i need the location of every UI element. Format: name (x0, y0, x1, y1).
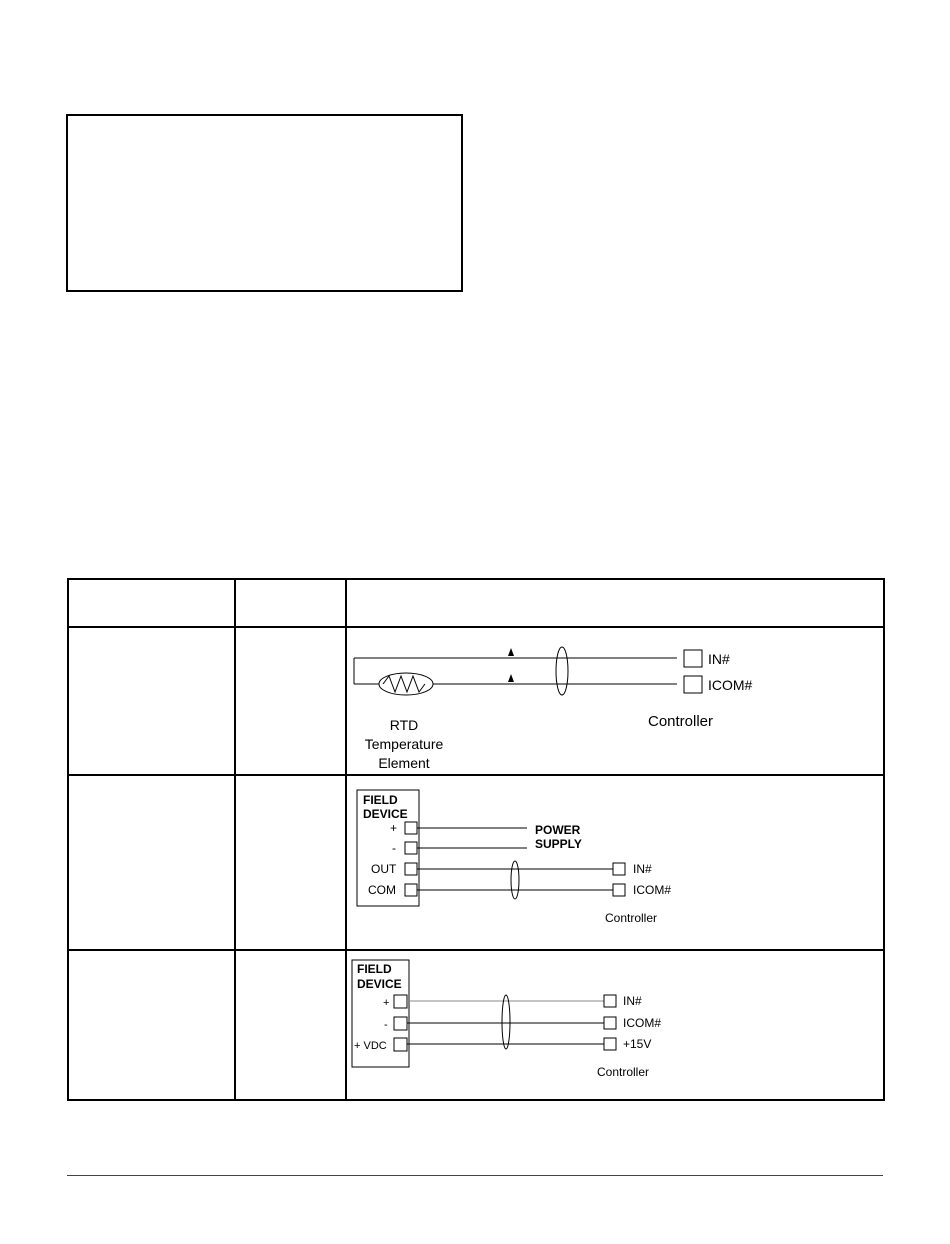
terminal-15v-box (604, 1038, 616, 1050)
term-com-label: COM (368, 883, 396, 897)
terminal-icom-label: ICOM# (623, 1016, 662, 1030)
rtd-wiring-diagram (347, 628, 881, 774)
note-box (66, 114, 463, 292)
terminal-in-box (613, 863, 625, 875)
header-cell-3 (346, 579, 884, 627)
field-device-line1: FIELD (363, 793, 398, 807)
controller-label: Controller (605, 911, 658, 925)
powered-device-wiring-diagram (347, 776, 881, 949)
terminal-icom-box (613, 884, 625, 896)
row2-cell-1 (68, 775, 235, 950)
header-cell-2 (235, 579, 346, 627)
terminal-in-label: IN# (633, 862, 652, 876)
term-minus-label: - (392, 841, 396, 855)
term-vdc-box (394, 1038, 407, 1051)
rtd-label-line3: Element (378, 755, 430, 771)
row2-diagram-cell (346, 775, 884, 950)
table-row (68, 627, 884, 775)
term-plus-box (405, 822, 417, 834)
rtd-label-line1: RTD (389, 717, 419, 733)
row3-cell-2 (235, 950, 346, 1100)
terminal-in-box (684, 650, 702, 667)
terminal-in-box (604, 995, 616, 1007)
term-plus-label: + (390, 821, 398, 835)
row3-cell-1 (68, 950, 235, 1100)
power-supply-line2: SUPPLY (535, 837, 582, 851)
term-plus-box (394, 995, 407, 1008)
table-header-row (68, 579, 884, 627)
row2-cell-2 (235, 775, 346, 950)
row3-diagram-cell (346, 950, 884, 1100)
cable-shield-icon (502, 995, 510, 1049)
loop-powered-wiring-diagram (347, 951, 881, 1099)
terminal-icom-label: ICOM# (708, 677, 753, 693)
term-minus-box (394, 1017, 407, 1030)
term-vdc-label: + VDC (354, 1040, 387, 1052)
term-out-box (405, 863, 417, 875)
term-com-box (405, 884, 417, 896)
wire-marker-icon (508, 648, 514, 656)
field-device-line2: DEVICE (357, 977, 402, 991)
controller-label: Controller (648, 713, 714, 730)
wiring-table (67, 578, 885, 1101)
power-supply-line1: POWER (535, 823, 581, 837)
term-plus-label: + (383, 997, 390, 1009)
footer-divider (67, 1175, 883, 1176)
row1-cell-1 (68, 627, 235, 775)
terminal-icom-box (684, 676, 702, 693)
cable-shield-icon (511, 861, 519, 899)
rtd-label-line2: Temperature (364, 736, 444, 752)
controller-label: Controller (597, 1065, 650, 1079)
row1-diagram-cell (346, 627, 884, 775)
wire-marker-icon (508, 674, 514, 682)
field-device-line1: FIELD (357, 962, 392, 976)
terminal-in-label: IN# (623, 994, 642, 1008)
terminal-icom-box (604, 1017, 616, 1029)
terminal-in-label: IN# (708, 651, 730, 667)
term-out-label: OUT (371, 862, 397, 876)
table-row (68, 775, 884, 950)
term-minus-box (405, 842, 417, 854)
table-row (68, 950, 884, 1100)
header-cell-1 (68, 579, 235, 627)
term-minus-label: - (384, 1019, 388, 1031)
row1-cell-2 (235, 627, 346, 775)
field-device-line2: DEVICE (363, 807, 408, 821)
terminal-icom-label: ICOM# (633, 883, 672, 897)
terminal-15v-label: +15V (623, 1037, 652, 1051)
cable-shield-icon (556, 647, 568, 695)
